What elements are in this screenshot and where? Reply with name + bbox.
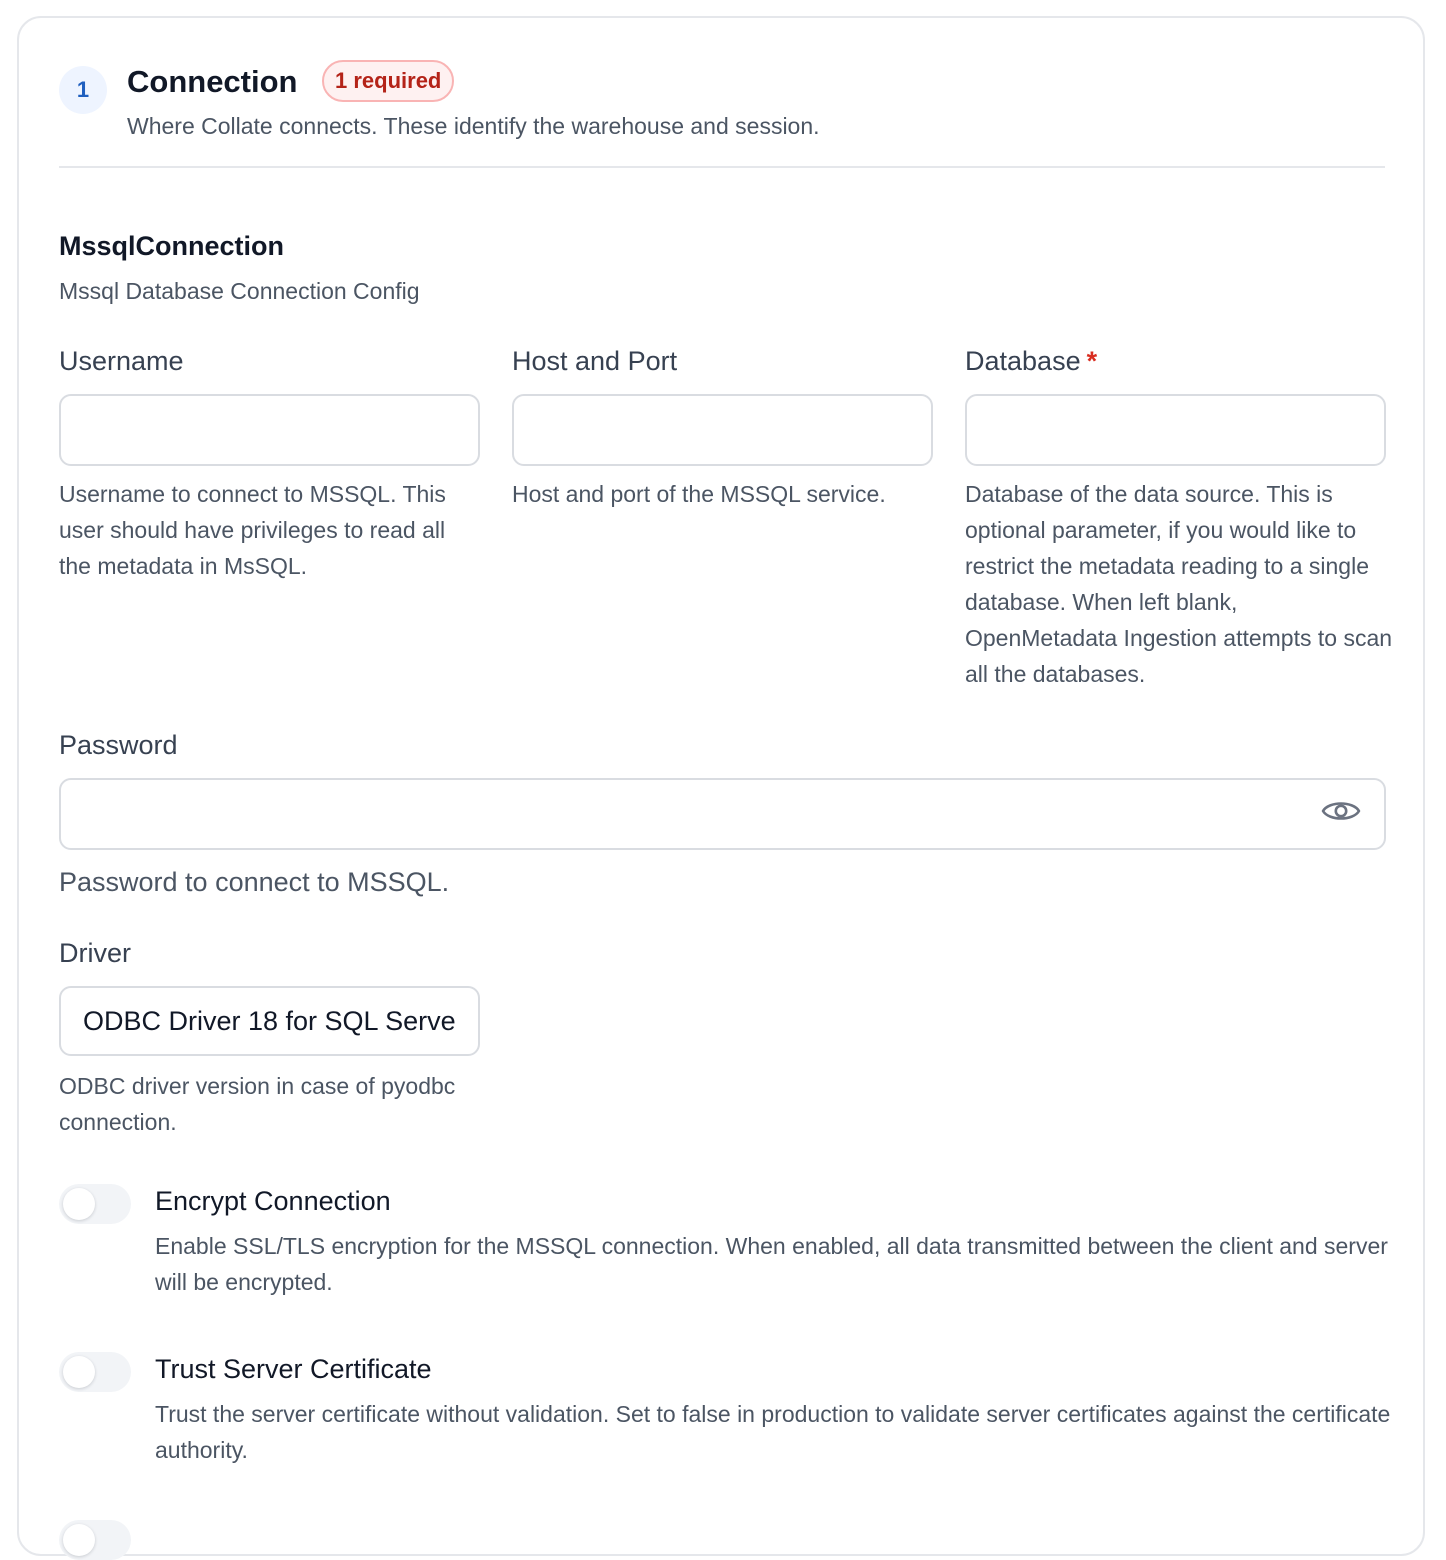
encrypt-connection-toggle[interactable]	[59, 1184, 131, 1224]
toggle-knob	[63, 1188, 95, 1220]
host-port-input[interactable]	[512, 394, 933, 466]
password-help: Password to connect to MSSQL.	[59, 867, 450, 897]
next-option-toggle[interactable]	[59, 1520, 131, 1560]
username-input[interactable]	[59, 394, 480, 466]
group-title: MssqlConnection	[59, 231, 285, 261]
trust-server-certificate-toggle[interactable]	[59, 1352, 131, 1392]
trust-server-certificate-title: Trust Server Certificate	[155, 1354, 432, 1384]
host-port-label: Host and Port	[512, 346, 678, 376]
encrypt-connection-description: Enable SSL/TLS encryption for the MSSQL connection. When enabled, all data transmitted between the client and server will be encrypted.	[155, 1233, 1388, 1295]
password-label: Password	[59, 730, 178, 760]
connection-section-card	[17, 16, 1425, 1556]
driver-help: ODBC driver version in case of pyodbc connection.	[59, 1073, 456, 1135]
eye-icon[interactable]	[1321, 796, 1361, 826]
driver-input[interactable]	[59, 986, 480, 1056]
toggle-knob	[63, 1524, 95, 1556]
section-divider	[59, 166, 1385, 168]
username-help: Username to connect to MSSQL. This user should have privileges to read all the metadata in MsSQL.	[59, 481, 446, 579]
section-title: Connection	[127, 64, 298, 99]
required-count-badge: 1 required	[322, 60, 454, 102]
required-asterisk: *	[1086, 346, 1098, 376]
trust-server-certificate-description: Trust the server certificate without validation. Set to false in production to validate server certificates against the certificate authority.	[155, 1401, 1391, 1463]
username-label: Username	[59, 346, 184, 376]
database-input[interactable]	[965, 394, 1386, 466]
database-label	[965, 344, 1097, 378]
host-port-help: Host and port of the MSSQL service.	[512, 481, 886, 507]
password-input[interactable]	[59, 778, 1386, 850]
driver-label: Driver	[59, 938, 131, 968]
toggle-knob	[63, 1356, 95, 1388]
section-description: Where Collate connects. These identify the warehouse and session.	[127, 113, 820, 139]
database-label-text: Database	[965, 346, 1081, 376]
database-help: Database of the data source. This is optional parameter, if you would like to restrict the metadata reading to a single database. When left blank, OpenMetadata Ingestion attempts to scan all the databases.	[965, 481, 1393, 687]
group-description: Mssql Database Connection Config	[59, 278, 420, 304]
step-number-badge: 1	[59, 66, 107, 114]
encrypt-connection-title: Encrypt Connection	[155, 1186, 391, 1216]
